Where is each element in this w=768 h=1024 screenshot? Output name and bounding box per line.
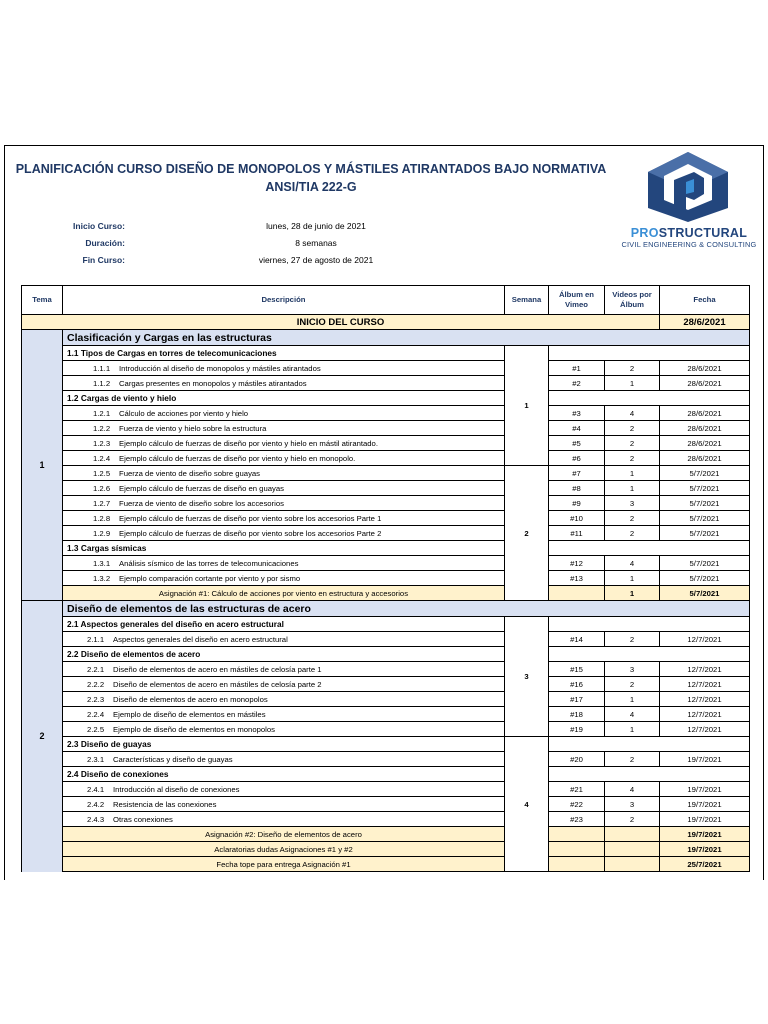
assignment-row: [22, 857, 750, 872]
info-label-start: Inicio Curso:: [73, 221, 125, 231]
empty-cell: [605, 827, 660, 842]
table-row: [22, 361, 750, 376]
videos-cell: 2: [605, 677, 660, 692]
videos-cell: 1: [605, 571, 660, 586]
empty-cell: [549, 737, 750, 752]
date-cell: 5/7/2021: [660, 586, 750, 601]
empty-cell: [549, 346, 750, 361]
course-start-label: INICIO DEL CURSO: [22, 315, 660, 330]
empty-cell: [549, 767, 750, 782]
table-row: [22, 632, 750, 647]
empty-cell: [549, 857, 605, 872]
album-cell: #8: [549, 481, 605, 496]
album-cell: #22: [549, 797, 605, 812]
item-description: 2.2.5 Ejemplo de diseño de elementos en monopolos: [63, 722, 505, 737]
table-row: [22, 481, 750, 496]
album-cell: #10: [549, 511, 605, 526]
subsection-row: [22, 617, 750, 632]
album-cell: #19: [549, 722, 605, 737]
section-title: Clasificación y Cargas en las estructuras: [63, 330, 750, 346]
logo-wordmark: PROSTRUCTURAL: [630, 226, 748, 240]
videos-cell: 1: [605, 481, 660, 496]
album-cell: #7: [549, 466, 605, 481]
section-title: Diseño de elementos de las estructuras de acero: [63, 601, 750, 617]
album-cell: #20: [549, 752, 605, 767]
album-cell: #17: [549, 692, 605, 707]
videos-cell: 3: [605, 496, 660, 511]
empty-cell: [549, 617, 750, 632]
table-row: [22, 571, 750, 586]
info-label-duration: Duración:: [85, 238, 125, 248]
item-description: 1.3.2 Ejemplo comparación cortante por viento y por sismo: [63, 571, 505, 586]
header-descripcion: Descripción: [63, 286, 505, 315]
info-label-end: Fin Curso:: [82, 255, 125, 265]
subsection-title: 1.2 Cargas de viento y hielo: [63, 391, 505, 406]
info-value-start: lunes, 28 de junio de 2021: [266, 221, 366, 231]
table-row: [22, 556, 750, 571]
table-row: [22, 677, 750, 692]
album-cell: #18: [549, 707, 605, 722]
header-fecha: Fecha: [660, 286, 750, 315]
date-cell: 19/7/2021: [660, 812, 750, 827]
table-row: [22, 406, 750, 421]
week-number: 4: [505, 737, 549, 872]
item-description: 1.2.4 Ejemplo cálculo de fuerzas de diseño por viento y hielo en monopolo.: [63, 451, 505, 466]
assignment-description: Aclaratorias dudas Asignaciones #1 y #2: [63, 842, 505, 857]
date-cell: 28/6/2021: [660, 406, 750, 421]
album-cell: #15: [549, 662, 605, 677]
album-cell: #5: [549, 436, 605, 451]
date-cell: 28/6/2021: [660, 436, 750, 451]
subsection-title: 2.4 Diseño de conexiones: [63, 767, 505, 782]
info-value-duration: 8 semanas: [295, 238, 337, 248]
date-cell: 19/7/2021: [660, 827, 750, 842]
assignment-description: Asignación #1: Cálculo de acciones por viento en estructura y accesorios: [63, 586, 505, 601]
album-cell: #12: [549, 556, 605, 571]
album-cell: #11: [549, 526, 605, 541]
subsection-title: 2.1 Aspectos generales del diseño en acero estructural: [63, 617, 505, 632]
videos-cell: 2: [605, 361, 660, 376]
week-number: 1: [505, 346, 549, 466]
album-cell: #14: [549, 632, 605, 647]
course-start-row: [22, 315, 750, 330]
date-cell: 28/6/2021: [660, 361, 750, 376]
table-row: [22, 692, 750, 707]
album-cell: #21: [549, 782, 605, 797]
videos-cell: 2: [605, 511, 660, 526]
header-semana: Semana: [505, 286, 549, 315]
date-cell: 12/7/2021: [660, 692, 750, 707]
table-row: [22, 812, 750, 827]
week-number: 3: [505, 617, 549, 737]
date-cell: 28/6/2021: [660, 376, 750, 391]
videos-cell: 1: [605, 376, 660, 391]
date-cell: 19/7/2021: [660, 797, 750, 812]
table-row: [22, 451, 750, 466]
subsection-title: 1.3 Cargas sísmicas: [63, 541, 505, 556]
videos-cell: 2: [605, 526, 660, 541]
item-description: 2.2.1 Diseño de elementos de acero en mástiles de celosía parte 1: [63, 662, 505, 677]
subsection-row: [22, 391, 750, 406]
subsection-title: 2.3 Diseño de guayas: [63, 737, 505, 752]
date-cell: 5/7/2021: [660, 481, 750, 496]
album-cell: #4: [549, 421, 605, 436]
date-cell: 12/7/2021: [660, 632, 750, 647]
date-cell: 5/7/2021: [660, 511, 750, 526]
album-cell: #3: [549, 406, 605, 421]
item-description: 2.4.3 Otras conexiones: [63, 812, 505, 827]
album-cell: #23: [549, 812, 605, 827]
table-row: [22, 436, 750, 451]
section-row: [22, 330, 750, 346]
date-cell: 25/7/2021: [660, 857, 750, 872]
date-cell: 5/7/2021: [660, 466, 750, 481]
subsection-row: [22, 647, 750, 662]
videos-cell: 1: [605, 722, 660, 737]
album-cell: #16: [549, 677, 605, 692]
videos-cell: 2: [605, 421, 660, 436]
page-title: PLANIFICACIÓN CURSO DISEÑO DE MONOPOLOS Y MÁSTILES ATIRANTADOS BAJO NORMATIVA ANSI/TIA 222-G: [15, 162, 607, 194]
section-row: [22, 601, 750, 617]
logo-tagline: CIVIL ENGINEERING & CONSULTING: [621, 240, 757, 249]
empty-cell: [605, 842, 660, 857]
subsection-row: [22, 737, 750, 752]
videos-cell: 1: [605, 466, 660, 481]
item-description: 2.4.2 Resistencia de las conexiones: [63, 797, 505, 812]
album-cell: #13: [549, 571, 605, 586]
logo-mark-icon: [642, 150, 734, 224]
table-row: [22, 421, 750, 436]
table-row: [22, 797, 750, 812]
videos-cell: 2: [605, 812, 660, 827]
table-header-row: [22, 286, 750, 315]
empty-cell: [549, 586, 605, 601]
empty-cell: [549, 842, 605, 857]
assignment-description: Fecha tope para entrega Asignación #1: [63, 857, 505, 872]
item-description: 1.2.3 Ejemplo cálculo de fuerzas de diseño por viento y hielo en mástil atirantado.: [63, 436, 505, 451]
date-cell: 5/7/2021: [660, 556, 750, 571]
item-description: 2.1.1 Aspectos generales del diseño en acero estructural: [63, 632, 505, 647]
date-cell: 19/7/2021: [660, 842, 750, 857]
videos-cell: 3: [605, 662, 660, 677]
table-row: [22, 707, 750, 722]
assignment-description: Asignación #2: Diseño de elementos de acero: [63, 827, 505, 842]
item-description: 1.2.7 Fuerza de viento de diseño sobre los accesorios: [63, 496, 505, 511]
table-row: [22, 376, 750, 391]
table-row: [22, 526, 750, 541]
date-cell: 19/7/2021: [660, 752, 750, 767]
item-description: 2.2.2 Diseño de elementos de acero en mástiles de celosía parte 2: [63, 677, 505, 692]
subsection-title: 1.1 Tipos de Cargas en torres de telecomunicaciones: [63, 346, 505, 361]
item-description: 2.3.1 Características y diseño de guayas: [63, 752, 505, 767]
videos-cell: 4: [605, 707, 660, 722]
item-description: 1.2.9 Ejemplo cálculo de fuerzas de diseño por viento sobre los accesorios Parte 2: [63, 526, 505, 541]
videos-cell: 2: [605, 632, 660, 647]
date-cell: 12/7/2021: [660, 662, 750, 677]
item-description: 1.2.2 Fuerza de viento y hielo sobre la estructura: [63, 421, 505, 436]
subsection-row: [22, 541, 750, 556]
empty-cell: [549, 647, 750, 662]
videos-cell: 4: [605, 556, 660, 571]
date-cell: 12/7/2021: [660, 677, 750, 692]
assignment-row: [22, 586, 750, 601]
date-cell: 5/7/2021: [660, 571, 750, 586]
videos-cell: 3: [605, 797, 660, 812]
item-description: 1.1.1 Introducción al diseño de monopolos y mástiles atirantados: [63, 361, 505, 376]
tema-number: 2: [22, 601, 63, 872]
table-row: [22, 511, 750, 526]
videos-cell: 2: [605, 451, 660, 466]
table-row: [22, 466, 750, 481]
company-logo: [615, 148, 763, 248]
videos-cell: 2: [605, 436, 660, 451]
date-cell: 5/7/2021: [660, 526, 750, 541]
item-description: 2.4.1 Introducción al diseño de conexiones: [63, 782, 505, 797]
header-videos: Videos por Álbum: [605, 286, 660, 315]
schedule-sheet: [4, 145, 764, 880]
videos-cell: 1: [605, 692, 660, 707]
table-row: [22, 722, 750, 737]
table-row: [22, 752, 750, 767]
date-cell: 5/7/2021: [660, 496, 750, 511]
item-description: 1.3.1 Análisis sísmico de las torres de telecomunicaciones: [63, 556, 505, 571]
course-info-labels: [35, 218, 125, 269]
item-description: 1.1.2 Cargas presentes en monopolos y mástiles atirantados: [63, 376, 505, 391]
empty-cell: [605, 857, 660, 872]
date-cell: 28/6/2021: [660, 421, 750, 436]
date-cell: 12/7/2021: [660, 707, 750, 722]
videos-cell: 4: [605, 406, 660, 421]
course-info-values: [211, 218, 421, 269]
album-cell: #2: [549, 376, 605, 391]
table-row: [22, 662, 750, 677]
item-description: 1.2.8 Ejemplo cálculo de fuerzas de diseño por viento sobre los accesorios Parte 1: [63, 511, 505, 526]
info-value-end: viernes, 27 de agosto de 2021: [258, 255, 374, 265]
item-description: 2.2.4 Ejemplo de diseño de elementos en mástiles: [63, 707, 505, 722]
assignment-row: [22, 827, 750, 842]
subsection-title: 2.2 Diseño de elementos de acero: [63, 647, 505, 662]
date-cell: 12/7/2021: [660, 722, 750, 737]
date-cell: 28/6/2021: [660, 451, 750, 466]
videos-cell: 2: [605, 752, 660, 767]
course-schedule-table: [21, 285, 750, 872]
album-cell: #9: [549, 496, 605, 511]
album-cell: #1: [549, 361, 605, 376]
course-start-date: 28/6/2021: [660, 315, 750, 330]
videos-cell: 4: [605, 782, 660, 797]
album-cell: #6: [549, 451, 605, 466]
header-album: Álbum en Vimeo: [549, 286, 605, 315]
header-tema: Tema: [22, 286, 63, 315]
item-description: 1.2.1 Cálculo de acciones por viento y hielo: [63, 406, 505, 421]
table-row: [22, 782, 750, 797]
item-description: 2.2.3 Diseño de elementos de acero en monopolos: [63, 692, 505, 707]
empty-cell: [549, 391, 750, 406]
subsection-row: [22, 767, 750, 782]
week-number: 2: [505, 466, 549, 601]
date-cell: 19/7/2021: [660, 782, 750, 797]
item-description: 1.2.6 Ejemplo cálculo de fuerzas de diseño en guayas: [63, 481, 505, 496]
table-row: [22, 496, 750, 511]
subsection-row: [22, 346, 750, 361]
empty-cell: [549, 827, 605, 842]
empty-cell: [549, 541, 750, 556]
tema-number: 1: [22, 330, 63, 601]
videos-cell: 1: [605, 586, 660, 601]
item-description: 1.2.5 Fuerza de viento de diseño sobre guayas: [63, 466, 505, 481]
assignment-row: [22, 842, 750, 857]
